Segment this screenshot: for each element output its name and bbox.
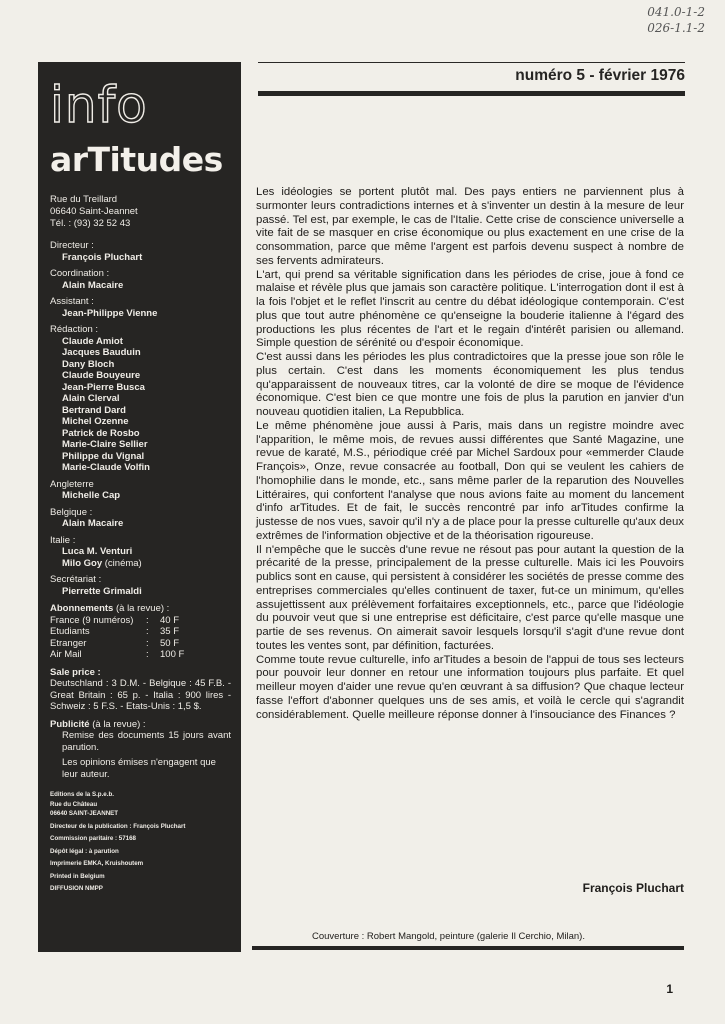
subscription-colon: : bbox=[146, 626, 149, 637]
staff-name: Dany Bloch bbox=[62, 358, 115, 370]
staff-label-secretariat: Secrétariat : bbox=[50, 574, 102, 585]
article-paragraph: Il n'empêche que le succès d'une revue ne résout pas pour autant la question de la précarité de la presse, principalement de la presse culturelle. Mais ici les Pouvoirs publics sont en cause, qui persistent à considérer les sociétés de presse comme des entreprises commerciales qu'elles continuent de taxer, fut-ce un minimum, qu'elles assujettissent aux prélèvement forfaitaires exceptionnels, etc., parce que l'idéologie du pouvoir veut que si une entreprise est déficitaire, c'est parce qu'elle masque une partie de ses revenus. On aimerait savoir lesquels lorsqu'il s'agit d'une revue dont toutes les ventes sont, par définition, facturées. bbox=[256, 543, 684, 652]
logo-info: info bbox=[50, 76, 148, 134]
legal-notice bbox=[50, 790, 231, 894]
article-paragraph: Le même phénomène joue aussi à Paris, mais dans un registre moindre avec l'apparition, le même mois, de revues aussi différentes que Santé Magazine, une revue de karaté, M.S., périodique créé par Michel Sardoux pour «emmerder Claude François», Onze, revue consacrée au football, Don qui se veulent les cahiers de l'homophilie dans le monde, etc., sans même parler de la reparution des Nouvelles Littéraires, qui confortent l'analyse que nous avions faite au moment du lancement d'info arTitudes. Et de fait, le succès rencontré par info arTitudes confirme la justesse de nos vues, savoir qu'il n'y a de place pour la presse culturelle qu'aux deux extrêmes de l'information objective et de la théorisation rigoureuse. bbox=[256, 419, 684, 542]
subscriptions-label: Abonnements bbox=[50, 603, 114, 614]
staff-label-assistant: Assistant : bbox=[50, 296, 94, 307]
address-line: 06640 Saint-Jeannet bbox=[50, 206, 138, 217]
publisher-line: Editions de la S.p.e.b. bbox=[50, 791, 114, 798]
staff-name: Marie-Claude Volfin bbox=[62, 462, 150, 473]
sale-price-text: Deutschland : 3 D.M. - Belgique : 45 F.B. - Great Britain : 65 p. - Italia : 900 lires - Schweiz : 5 F.S. - Etats-Unis : 1,5 $. bbox=[50, 678, 231, 712]
staff-name: Luca M. Venturi bbox=[62, 546, 133, 557]
subscriptions-heading bbox=[50, 603, 231, 615]
subscription-price: 40 F bbox=[160, 614, 180, 626]
subscription-type: Air Mail bbox=[50, 649, 82, 660]
staff-label-belgique: Belgique : bbox=[50, 506, 93, 518]
printed-in: Printed in Belgium bbox=[50, 872, 105, 880]
masthead-sidebar bbox=[38, 62, 241, 952]
subscription-colon: : bbox=[146, 637, 149, 649]
archive-code-line: 041.0-1-2 bbox=[647, 5, 705, 19]
disclaimer: Les opinions émises n'engagent que leur auteur. bbox=[62, 757, 216, 780]
staff-name: Michel Ozenne bbox=[62, 416, 129, 427]
publisher-line: 06640 SAINT-JEANNET bbox=[50, 810, 119, 817]
article-paragraph: Les idéologies se portent plutôt mal. Des pays entiers ne parviennent plus à surmonter leurs contradictions internes et à s'inventer un destin à la mesure de leur passé. Tel est, par exemple, le cas de l'Italie. Cette crise de conscience universelle a vite fait de se masquer en crise économique ou plus exactement en une crise de la consommation, parce que même l'argent est parfois devenu suspect à nombre de ses fervents admirateurs. bbox=[256, 186, 684, 267]
article-paragraph: L'art, qui prend sa véritable signification dans les périodes de crise, joue à fond ce malaise et révèle plus que jamais son caractère politique. L'interrogation dont il est à la fois l'objet et le reflet l'inscrit au centre du débat idéologique contemporain. C'est plus que tout autre phénomène ce qu'enseigne la bouderie italienne à l'égard des productions les plus récentes de l'art et le regain d'intérêt parisien ou allemand. Simple question de sérénité ou d'espoir économique. bbox=[256, 268, 684, 350]
subscription-colon: : bbox=[146, 614, 149, 626]
cover-caption: Couverture : Robert Mangold, peinture (galerie Il Cerchio, Milan). bbox=[312, 931, 585, 942]
staff-name: Milo Goy bbox=[62, 557, 103, 569]
staff-name-italie-cinema bbox=[50, 558, 231, 570]
staff-list bbox=[50, 240, 231, 780]
staff-name: Jean-Philippe Vienne bbox=[62, 307, 158, 319]
masthead-address bbox=[50, 194, 231, 230]
subscription-type: France (9 numéros) bbox=[50, 614, 134, 626]
printer: Imprimerie EMKA, Kruishoutem bbox=[50, 860, 144, 867]
staff-label-directeur: Directeur : bbox=[50, 240, 94, 251]
staff-name: Bertrand Dard bbox=[62, 404, 126, 416]
staff-name: Michelle Cap bbox=[62, 490, 121, 501]
staff-name: Alain Macaire bbox=[62, 518, 124, 529]
staff-label-angleterre: Angleterre bbox=[50, 478, 94, 490]
publicity-label: Publicité bbox=[50, 718, 90, 730]
header-rule-bottom bbox=[258, 91, 685, 96]
subscription-row bbox=[50, 626, 231, 638]
staff-name: Pierrette Grimaldi bbox=[62, 585, 142, 597]
staff-label-redaction: Rédaction : bbox=[50, 324, 99, 335]
logo-artitudes: arTitudes bbox=[50, 140, 223, 179]
subscription-price: 35 F bbox=[160, 626, 180, 637]
subscription-type: Etudiants bbox=[50, 626, 90, 637]
subscriptions-note: (à la revue) : bbox=[113, 603, 170, 614]
page-number: 1 bbox=[666, 982, 673, 996]
staff-name: Claude Amiot bbox=[62, 335, 123, 347]
publisher-line: Rue du Château bbox=[50, 800, 98, 808]
staff-name: Jean-Pierre Busca bbox=[62, 381, 145, 393]
staff-name: Alain Clerval bbox=[62, 393, 120, 404]
subscriptions-table bbox=[50, 615, 231, 661]
address-line: Tél. : (93) 32 52 43 bbox=[50, 218, 131, 229]
archive-code bbox=[647, 4, 705, 36]
publicity-heading bbox=[50, 719, 231, 731]
depot-legal: Dépôt légal : à parution bbox=[50, 847, 119, 855]
archive-code-line: 026-1.1-2 bbox=[647, 21, 705, 35]
staff-name: Patrick de Rosbo bbox=[62, 427, 140, 439]
staff-name: Philippe du Vignal bbox=[62, 450, 145, 462]
staff-note: (cinéma) bbox=[102, 557, 142, 569]
article-paragraph: Comme toute revue culturelle, info arTitudes a besoin de l'appui de tous ses lecteurs pour pouvoir leur donner en retour une information toujours plus parfaite. Et quel meilleur moyen d'aider une revue qu'en œuvrant à sa diffusion? Que chaque lecteur fasse l'effort d'abonner quelques uns de ses amis, et voilà le cercle qui s'agrandit considérablement. Quelle meilleure réponse donner à l'insouciance des Finances ? bbox=[256, 653, 684, 721]
commission-paritaire: Commission paritaire : 57168 bbox=[50, 835, 136, 842]
publicity-text: Remise des documents 15 jours avant parution. bbox=[62, 730, 231, 753]
subscription-type: Etranger bbox=[50, 637, 87, 649]
footer-rule bbox=[252, 946, 684, 950]
distribution: DIFFUSION NMPP bbox=[50, 885, 103, 892]
address-line: Rue du Treillard bbox=[50, 194, 118, 205]
staff-name: Alain Macaire bbox=[62, 279, 124, 291]
staff-name: Claude Bouyeure bbox=[62, 370, 141, 381]
staff-name: François Pluchart bbox=[62, 251, 143, 263]
publicity-note: (à la revue) : bbox=[89, 718, 146, 730]
subscription-row bbox=[50, 615, 231, 627]
staff-label-coordination: Coordination : bbox=[50, 268, 110, 279]
header-rule-top bbox=[258, 62, 685, 63]
author-signature: François Pluchart bbox=[582, 881, 684, 895]
subscription-colon: : bbox=[146, 649, 149, 660]
staff-name: Jacques Bauduin bbox=[62, 347, 141, 358]
publication-director: Directeur de la publication : François Pluchart bbox=[50, 822, 186, 830]
staff-name: Marie-Claire Sellier bbox=[62, 439, 148, 450]
staff-label-italie: Italie : bbox=[50, 534, 76, 546]
subscription-price: 100 F bbox=[160, 649, 185, 660]
editorial-article bbox=[256, 186, 684, 722]
subscription-row bbox=[50, 649, 231, 661]
article-paragraph: C'est aussi dans les périodes les plus contradictoires que la presse joue son rôle le plus certain. C'est dans les moments économiquement les plus tendus qu'apparaissent de nouveaux titres, car la volonté de dire se moque de l'évidence économique. C'est bien ce que montre une fois de plus la parution en janvier d'un nouveau quotidien italien, La Repubblica. bbox=[256, 351, 684, 418]
subscription-price: 50 F bbox=[160, 637, 180, 649]
issue-label: numéro 5 - février 1976 bbox=[515, 67, 685, 84]
sale-price-label: Sale price : bbox=[50, 666, 101, 678]
subscription-row bbox=[50, 638, 231, 650]
